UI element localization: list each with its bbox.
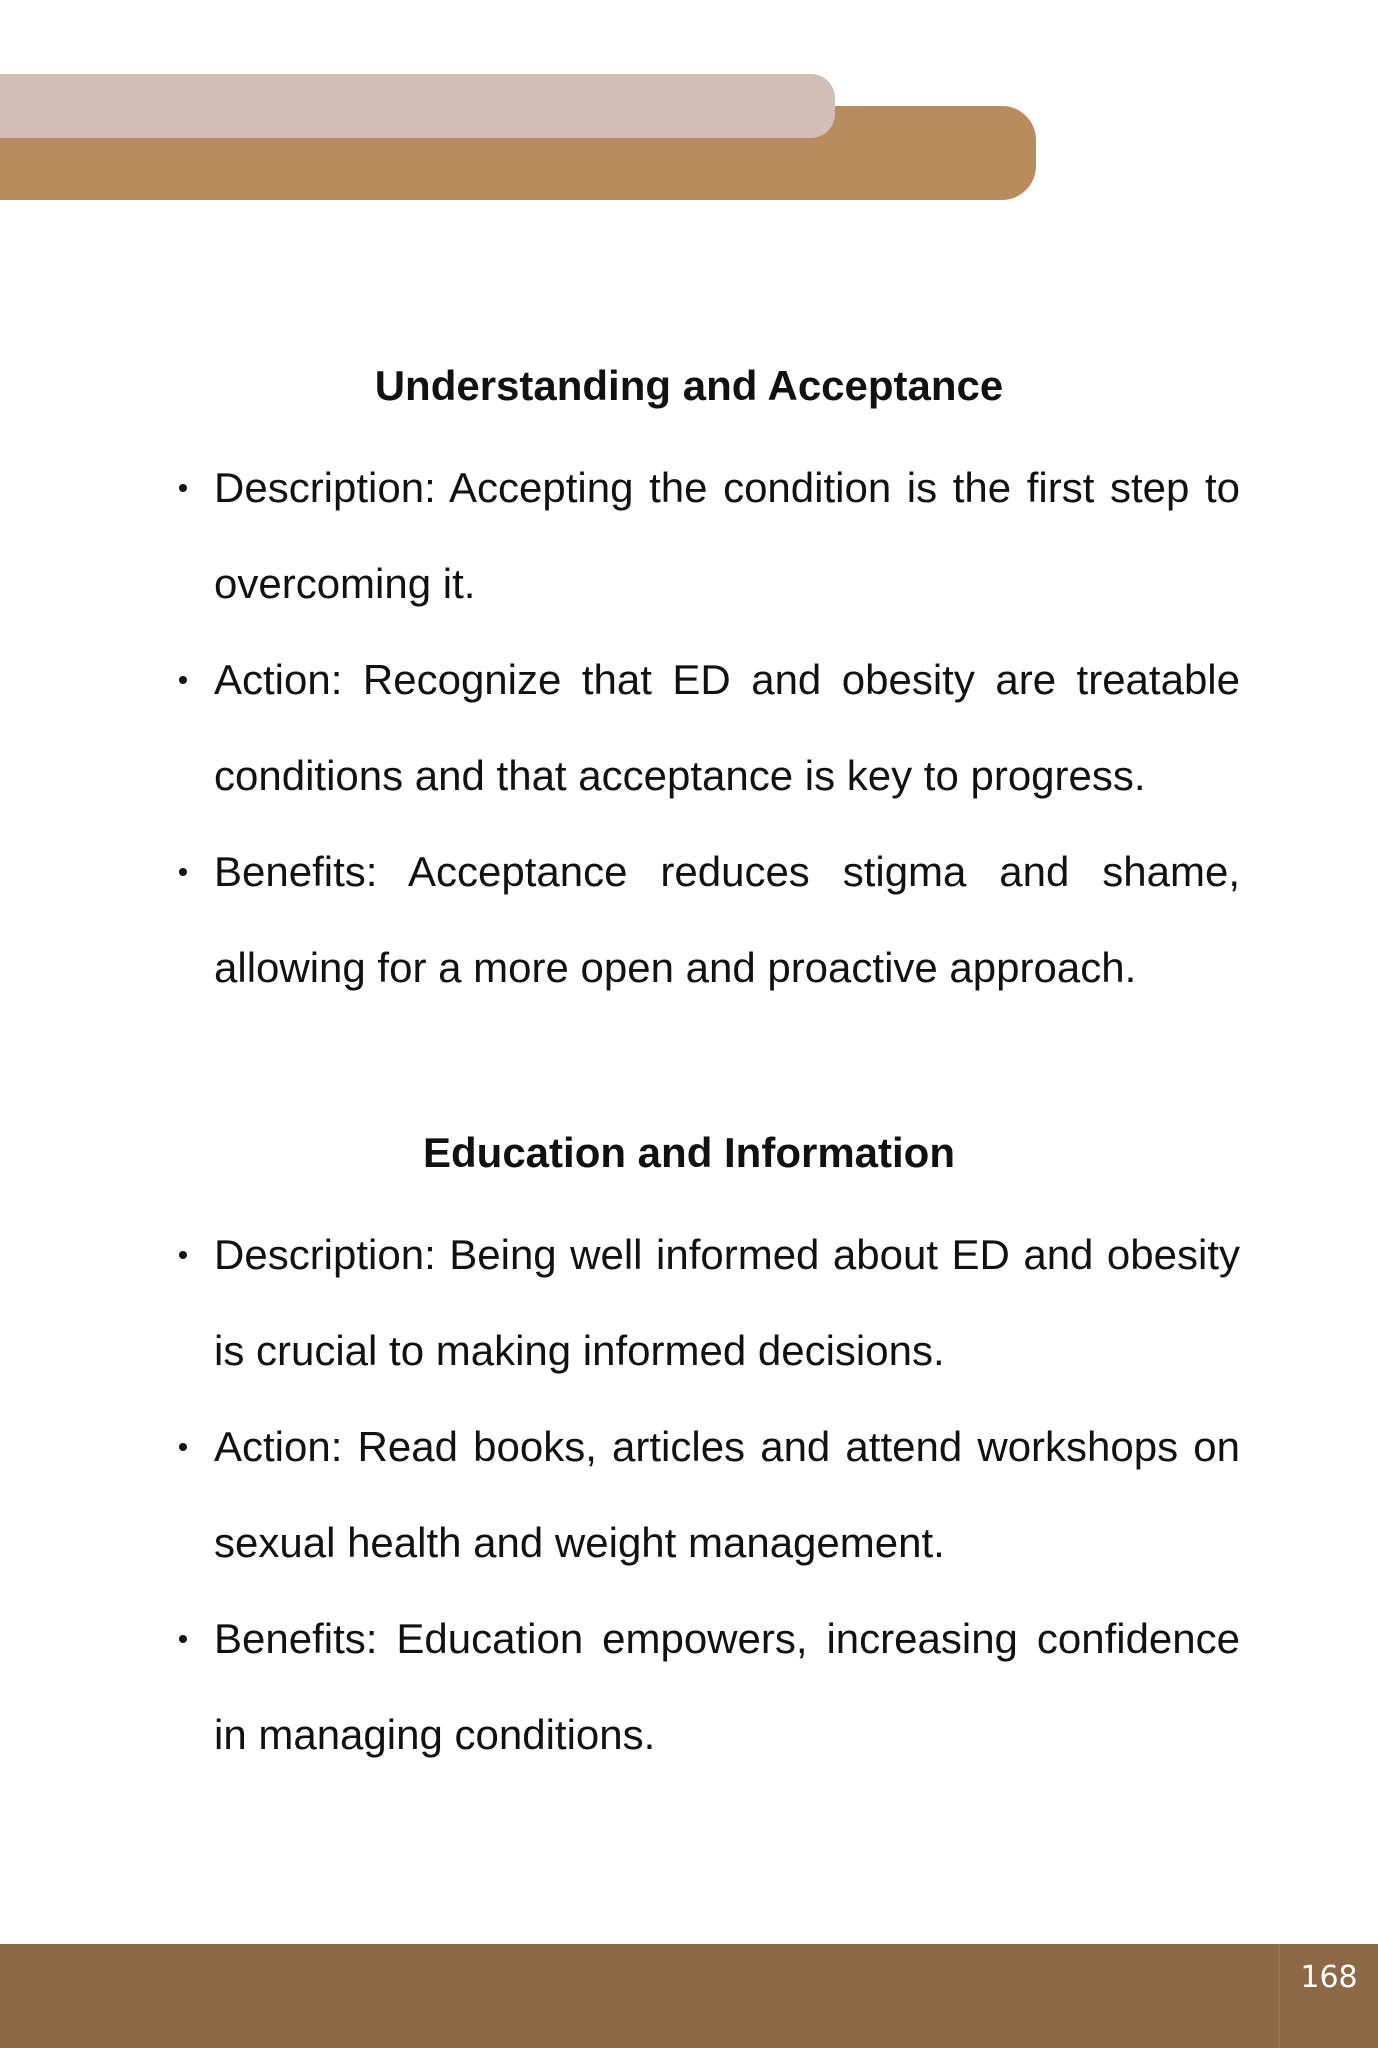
bullet-icon	[179, 1443, 187, 1451]
list-item-text: Benefits: Acceptance reduces stigma and shame, allowing for a more open and proactive approach.	[214, 848, 1240, 991]
bullet-icon	[179, 868, 187, 876]
bullet-list-understanding	[175, 440, 1240, 1016]
list-item	[175, 1399, 1240, 1591]
page-number: 168	[1300, 1959, 1358, 1995]
bullet-icon	[179, 484, 187, 492]
list-item	[175, 1591, 1240, 1783]
list-item-text: Action: Recognize that ED and obesity are treatable conditions and that acceptance is key to progress.	[214, 656, 1240, 799]
list-item-text: Description: Accepting the condition is the first step to overcoming it.	[214, 464, 1240, 607]
list-item	[175, 440, 1240, 632]
page-number-box	[1278, 1944, 1378, 2048]
list-item	[175, 1207, 1240, 1399]
bullet-list-education	[175, 1207, 1240, 1783]
bullet-icon	[179, 1635, 187, 1643]
list-item	[175, 824, 1240, 1016]
list-item-text: Action: Read books, articles and attend workshops on sexual health and weight management.	[214, 1423, 1240, 1566]
footer-bar	[0, 1944, 1378, 2048]
section-title-education: Education and Information	[423, 1129, 955, 1176]
bullet-icon	[179, 676, 187, 684]
section-title-understanding: Understanding and Acceptance	[374, 362, 1004, 409]
list-item-text: Benefits: Education empowers, increasing confidence in managing conditions.	[214, 1615, 1240, 1758]
decorative-band-front	[0, 74, 835, 138]
list-item	[175, 632, 1240, 824]
bullet-icon	[179, 1251, 187, 1259]
list-item-text: Description: Being well informed about ED and obesity is crucial to making informed decisions.	[214, 1231, 1240, 1374]
